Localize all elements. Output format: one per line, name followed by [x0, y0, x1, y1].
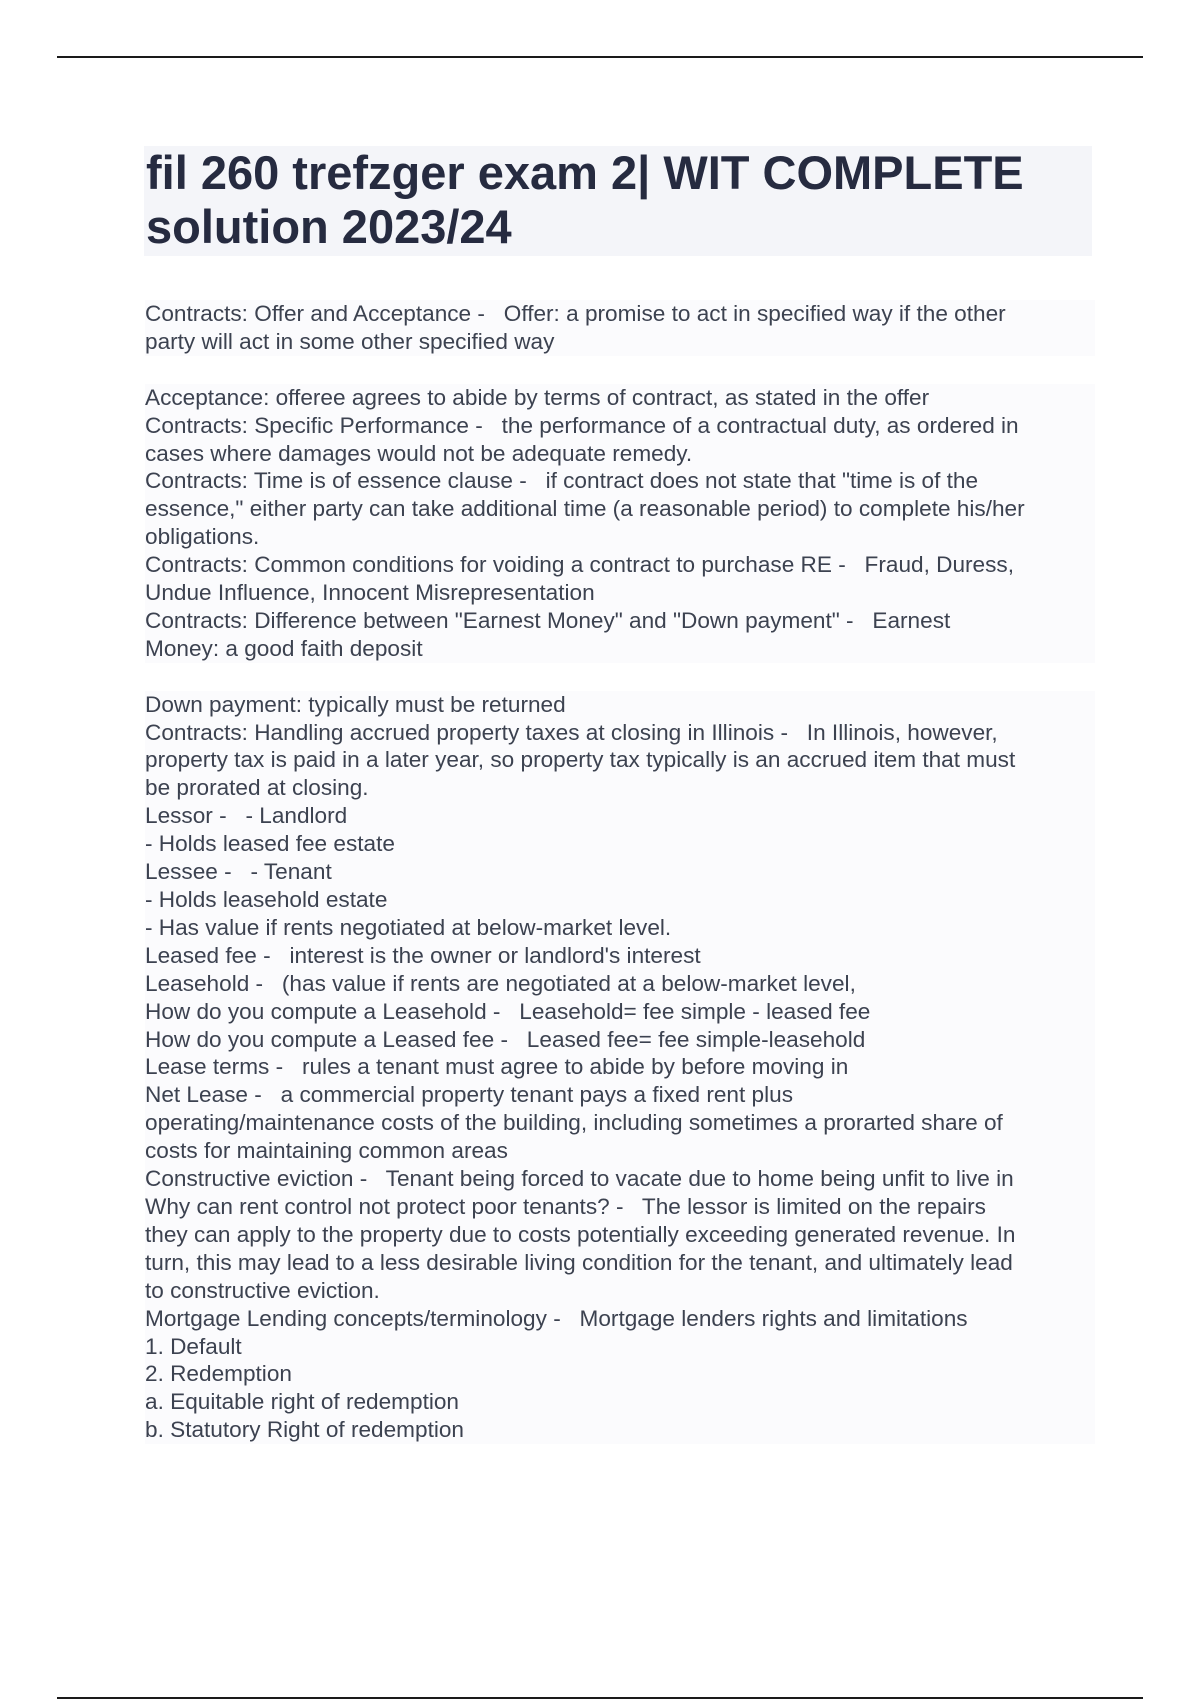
title-block — [144, 146, 1092, 256]
text-line: Money: a good faith deposit — [145, 635, 1095, 663]
document-body — [145, 300, 1095, 1444]
text-line: 2. Redemption — [145, 1360, 1095, 1388]
text-line: Contracts: Handling accrued property taxes at closing in Illinois - In Illinois, however, — [145, 719, 1095, 747]
text-line: Lessee - - Tenant — [145, 858, 1095, 886]
text-line: Acceptance: offeree agrees to abide by terms of contract, as stated in the offer — [145, 384, 1095, 412]
title-line-1: fil 260 trefzger exam 2| WIT COMPLETE — [146, 146, 1024, 199]
text-line: costs for maintaining common areas — [145, 1137, 1095, 1165]
text-line: 1. Default — [145, 1333, 1095, 1361]
text-line: Down payment: typically must be returned — [145, 691, 1095, 719]
text-line: they can apply to the property due to costs potentially exceeding generated revenue. In — [145, 1221, 1095, 1249]
text-line: to constructive eviction. — [145, 1277, 1095, 1305]
text-line: - Holds leasehold estate — [145, 886, 1095, 914]
text-line: Undue Influence, Innocent Misrepresentation — [145, 579, 1095, 607]
text-line: property tax is paid in a later year, so property tax typically is an accrued item that must — [145, 746, 1095, 774]
text-line: obligations. — [145, 523, 1095, 551]
text-line: be prorated at closing. — [145, 774, 1095, 802]
text-line: Why can rent control not protect poor tenants? - The lessor is limited on the repairs — [145, 1193, 1095, 1221]
paragraph-gap — [145, 663, 1095, 691]
text-line: Net Lease - a commercial property tenant pays a fixed rent plus — [145, 1081, 1095, 1109]
text-line: Mortgage Lending concepts/terminology - Mortgage lenders rights and limitations — [145, 1305, 1095, 1333]
text-line: How do you compute a Leasehold - Leasehold= fee simple - leased fee — [145, 998, 1095, 1026]
text-line: turn, this may lead to a less desirable living condition for the tenant, and ultimately lead — [145, 1249, 1095, 1277]
text-line: b. Statutory Right of redemption — [145, 1416, 1095, 1444]
text-line: Contracts: Common conditions for voiding a contract to purchase RE - Fraud, Duress, — [145, 551, 1095, 579]
text-line: Lease terms - rules a tenant must agree to abide by before moving in — [145, 1053, 1095, 1081]
text-line: Constructive eviction - Tenant being forced to vacate due to home being unfit to live in — [145, 1165, 1095, 1193]
footer-rule — [57, 1697, 1143, 1699]
text-line: party will act in some other specified way — [145, 328, 1095, 356]
text-line: Contracts: Time is of essence clause - if contract does not state that "time is of the — [145, 467, 1095, 495]
title-line-2: solution 2023/24 — [146, 200, 512, 253]
paragraph-gap — [145, 356, 1095, 384]
text-line: a. Equitable right of redemption — [145, 1388, 1095, 1416]
text-line: Leasehold - (has value if rents are negotiated at a below-market level, — [145, 970, 1095, 998]
text-line: Contracts: Difference between "Earnest Money" and "Down payment" - Earnest — [145, 607, 1095, 635]
text-line: essence," either party can take additional time (a reasonable period) to complete his/her — [145, 495, 1095, 523]
text-line: Contracts: Specific Performance - the performance of a contractual duty, as ordered in — [145, 412, 1095, 440]
text-line: cases where damages would not be adequate remedy. — [145, 440, 1095, 468]
text-line: Leased fee - interest is the owner or landlord's interest — [145, 942, 1095, 970]
text-line: - Has value if rents negotiated at below-market level. — [145, 914, 1095, 942]
text-line: - Holds leased fee estate — [145, 830, 1095, 858]
text-line: How do you compute a Leased fee - Leased fee= fee simple-leasehold — [145, 1026, 1095, 1054]
header-rule — [57, 56, 1143, 58]
text-line: Contracts: Offer and Acceptance - Offer: a promise to act in specified way if the other — [145, 300, 1095, 328]
text-line: operating/maintenance costs of the building, including sometimes a prorarted share of — [145, 1109, 1095, 1137]
document-title — [146, 146, 1092, 254]
text-line: Lessor - - Landlord — [145, 802, 1095, 830]
